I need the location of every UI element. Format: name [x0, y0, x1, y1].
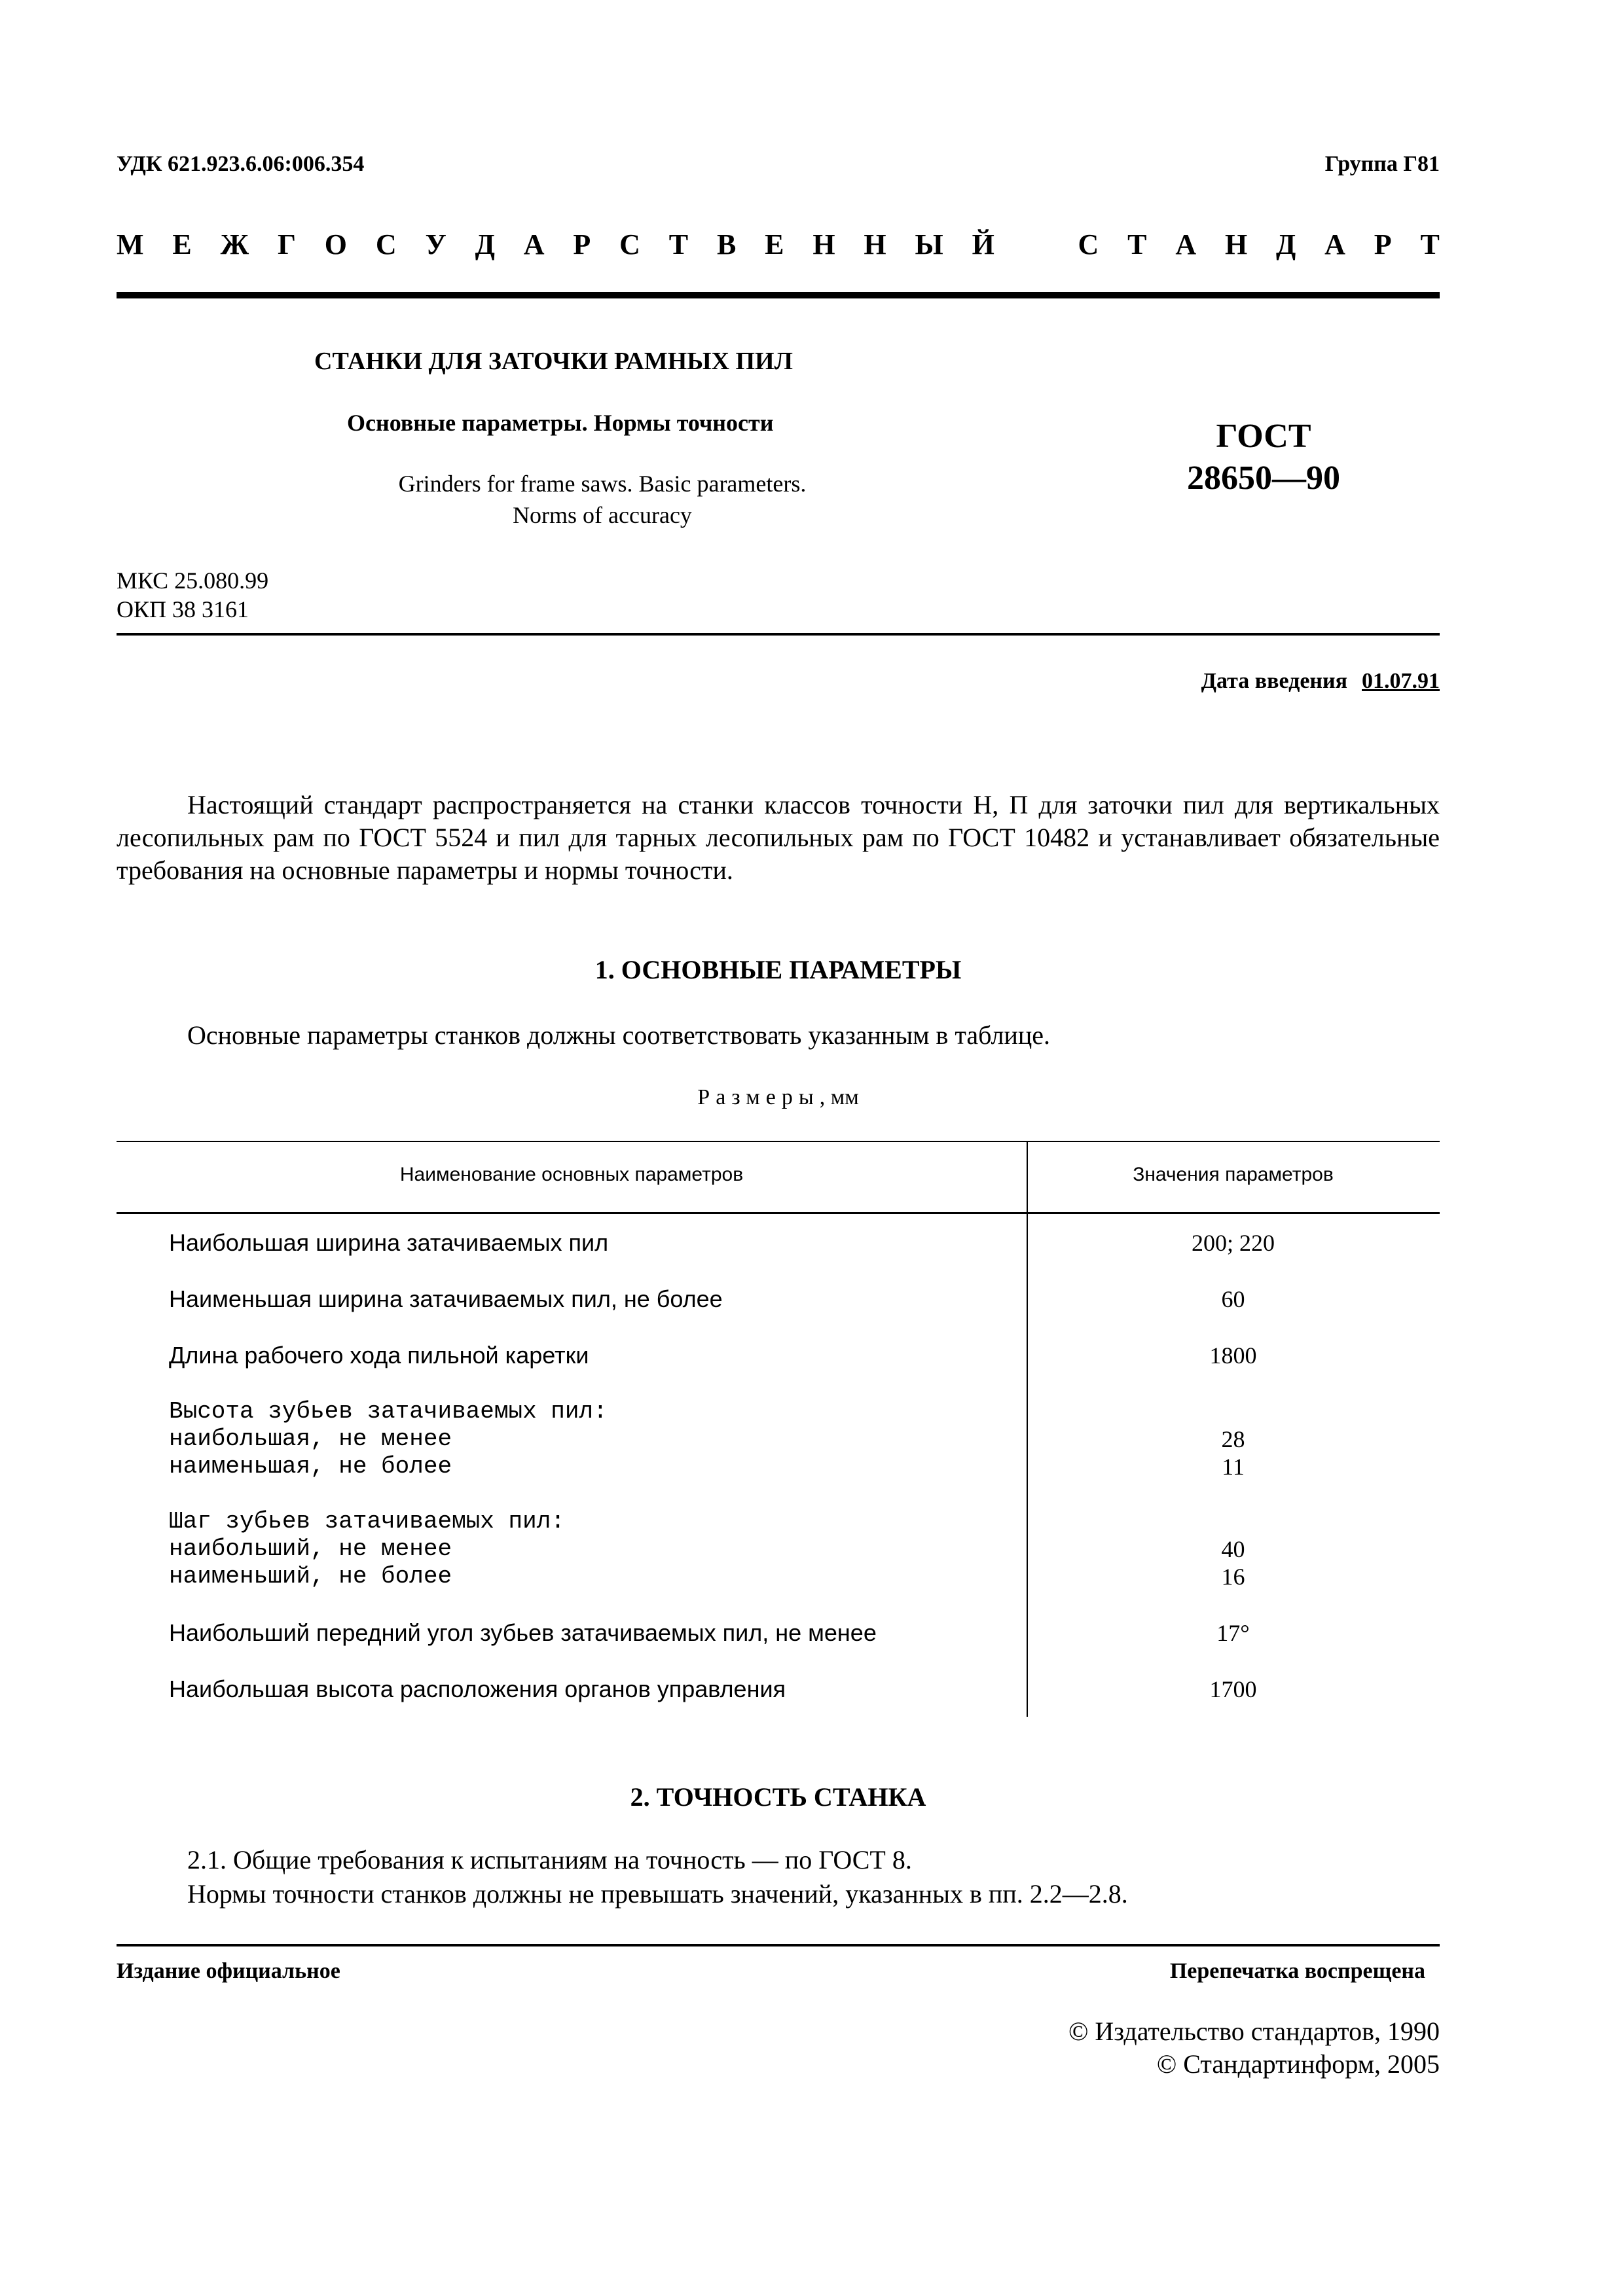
standard-banner	[117, 228, 1440, 261]
banner-letter: Т	[1420, 228, 1440, 260]
banner-thick-rule	[117, 292, 1440, 298]
table-row-value: 28	[1221, 1426, 1245, 1452]
banner-letter: Ы	[915, 228, 943, 260]
table-row-name: наибольший, не менее	[169, 1535, 452, 1562]
official-edition-note: Издание официальное	[117, 1959, 340, 1983]
banner-letter: С	[1078, 228, 1099, 260]
english-title-line: Grinders for frame saws. Basic parameters.	[398, 471, 807, 497]
banner-letter: Т	[668, 228, 689, 260]
banner-letter: Р	[573, 228, 591, 260]
table-header-rule	[117, 1212, 1440, 1214]
banner-letter: А	[1175, 228, 1197, 260]
banner-letter: М	[117, 228, 144, 260]
banner-letter: Г	[277, 228, 296, 260]
banner-letter: С	[375, 228, 397, 260]
banner-letter: Р	[1374, 228, 1392, 260]
banner-letter: Н	[1224, 228, 1248, 260]
banner-letter: О	[324, 228, 348, 260]
table-units	[117, 1085, 1440, 1110]
classification-rule	[117, 633, 1440, 636]
table-row-name: Высота зубьев затачиваемых пил:	[169, 1398, 608, 1425]
table-row-value: 11	[1222, 1454, 1245, 1480]
table-row-name: Наибольшая ширина затачиваемых пил	[169, 1229, 609, 1256]
section-2-paragraph: Нормы точности станков должны не превышать значений, указанных в пп. 2.2—2.8.	[187, 1879, 1128, 1909]
table-row-value: 17°	[1216, 1620, 1250, 1646]
gost-designation	[1139, 416, 1388, 499]
banner-letter: Д	[475, 228, 495, 260]
units-label: Размеры	[697, 1085, 820, 1109]
banner-letter: Д	[1276, 228, 1296, 260]
gost-label: ГОСТ	[1216, 418, 1311, 455]
classification-codes	[117, 566, 268, 624]
english-title	[236, 468, 969, 531]
table-row-value: 200; 220	[1191, 1230, 1275, 1256]
english-title-line: Norms of accuracy	[513, 502, 692, 528]
table-row-name: Наименьшая ширина затачиваемых пил, не более	[169, 1285, 723, 1312]
table-header-name: Наименование основных параметров	[399, 1164, 744, 1185]
banner-letter: Ж	[220, 228, 249, 260]
udk-code: УДК 621.923.6.06:006.354	[117, 152, 365, 176]
banner-letter: Т	[1127, 228, 1147, 260]
banner-letter: В	[716, 228, 737, 260]
gost-number: 28650—90	[1187, 459, 1340, 497]
table-row-name: Наибольшая высота расположения органов управления	[169, 1676, 786, 1702]
intro-date-value: 01.07.91	[1362, 669, 1440, 693]
section-1-heading: 1. ОСНОВНЫЕ ПАРАМЕТРЫ	[594, 955, 962, 984]
document-title: СТАНКИ ДЛЯ ЗАТОЧКИ РАМНЫХ ПИЛ	[314, 348, 793, 375]
table-row-name: наибольшая, не менее	[169, 1426, 452, 1452]
table-row-value: 1700	[1209, 1676, 1257, 1702]
table-row-value: 1800	[1209, 1342, 1257, 1369]
intro-date-label: Дата введения	[1201, 669, 1347, 693]
banner-letter: Е	[172, 228, 192, 260]
intro-paragraph: Настоящий стандарт распространяется на станки классов точности Н, П для заточки пил для вертикальных лесопильных рам по ГОСТ 5524 и пил для тарных лесопильных рам по ГОСТ 10482 и устанавливает обязательные требования на основные параметры и нормы точности.	[117, 790, 1440, 885]
banner-letter: А	[1324, 228, 1345, 260]
group-code: Группа Г81	[1324, 152, 1440, 176]
reprint-prohibited-note: Перепечатка воспрещена	[1169, 1959, 1425, 1983]
banner-letter: А	[523, 228, 545, 260]
okp-code: ОКП 38 3161	[117, 596, 249, 622]
intro-date	[1201, 669, 1440, 694]
section-2-paragraph: 2.1. Общие требования к испытаниям на точность — по ГОСТ 8.	[187, 1845, 912, 1874]
table-top-rule	[117, 1141, 1440, 1142]
banner-letter: Е	[765, 228, 784, 260]
document-subtitle: Основные параметры. Нормы точности	[347, 410, 774, 436]
banner-letter: У	[425, 228, 447, 260]
banner-word-gap	[1023, 228, 1049, 261]
section-1-text: Основные параметры станков должны соответствовать указанным в таблице.	[187, 1020, 1051, 1050]
section-2-heading: 2. ТОЧНОСТЬ СТАНКА	[630, 1782, 926, 1812]
banner-letter: Н	[812, 228, 835, 260]
table-row-name: Наибольший передний угол зубьев затачиваемых пил, не менее	[169, 1619, 877, 1646]
copyright-line: © Стандартинформ, 2005	[1156, 2049, 1440, 2079]
mks-code: МКС 25.080.99	[117, 567, 269, 594]
table-row-value: 60	[1221, 1286, 1245, 1312]
table-header-value: Значения параметров	[1133, 1164, 1334, 1185]
table-row-name: Шаг зубьев затачиваемых пил:	[169, 1508, 565, 1535]
banner-letter: Й	[972, 228, 994, 260]
banner-letter: Н	[864, 228, 886, 260]
copyright-line: © Издательство стандартов, 1990	[1068, 2017, 1440, 2046]
table-row-name: Длина рабочего хода пильной каретки	[169, 1342, 589, 1369]
table-row-value: 16	[1221, 1564, 1245, 1590]
table-row-name: наименьшая, не более	[169, 1453, 452, 1480]
table-row-value: 40	[1221, 1536, 1245, 1562]
footer-rule	[117, 1944, 1440, 1946]
table-row-name: наименьший, не более	[169, 1563, 452, 1590]
banner-letter: С	[619, 228, 640, 260]
units-suffix: , мм	[819, 1085, 859, 1109]
